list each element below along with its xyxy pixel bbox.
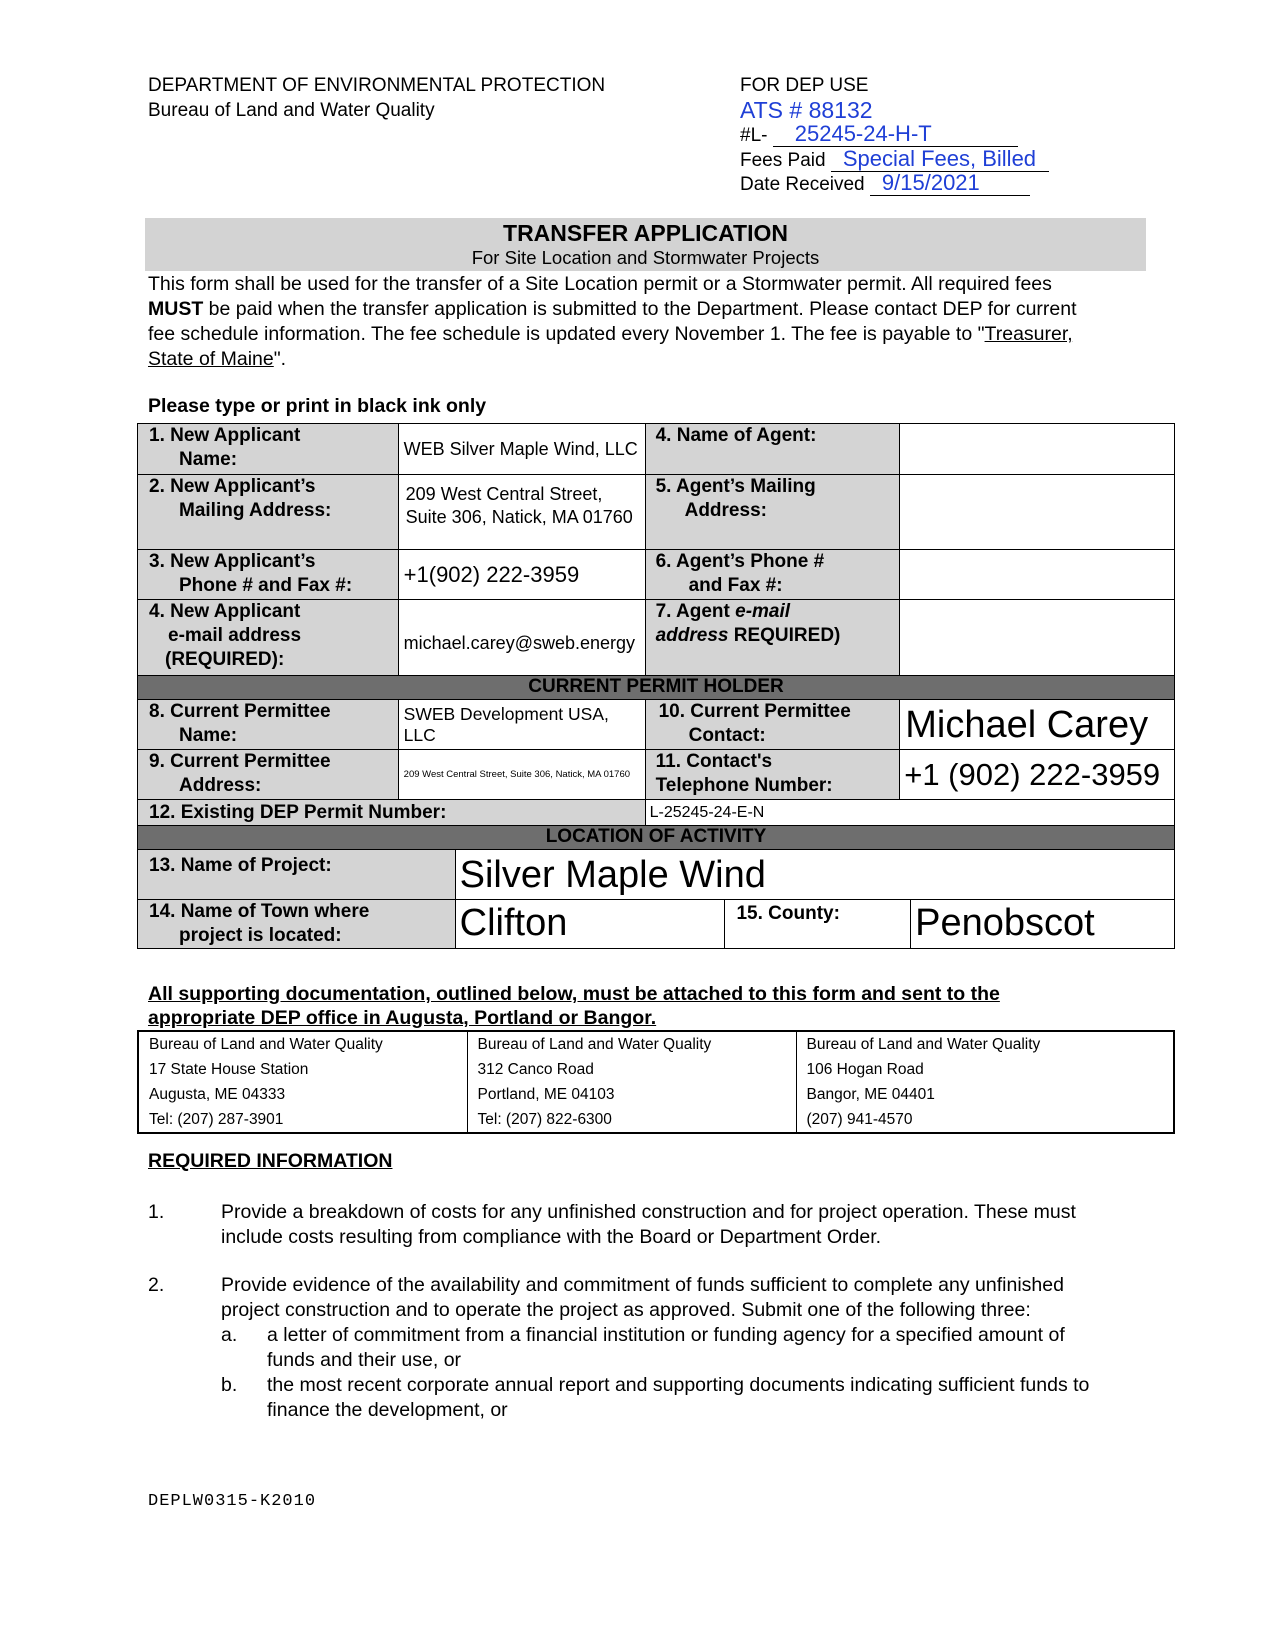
form-code: DEPLW0315-K2010 xyxy=(148,1492,317,1511)
title-bar xyxy=(145,218,1146,271)
current-permit-holder-bar: CURRENT PERMIT HOLDER xyxy=(138,676,1175,700)
permittee-contact-field[interactable]: Michael Carey xyxy=(900,700,1175,750)
ats-number: ATS # 88132 xyxy=(740,97,873,123)
intro-line-2: MUST be paid when the transfer application is submitted to the Department. Please contact DEP for current xyxy=(148,298,1077,320)
treasurer-text-2: State of Maine xyxy=(148,348,274,370)
location-of-activity-bar: LOCATION OF ACTIVITY xyxy=(138,826,1175,850)
office-augusta: Bureau of Land and Water Quality 17 State House Station Augusta, ME 04333 Tel: (207) 287-3901 xyxy=(138,1031,467,1133)
item-2-number: 2. xyxy=(148,1274,165,1296)
office-portland: Bureau of Land and Water Quality 312 Canco Road Portland, ME 04103 Tel: (207) 822-6300 xyxy=(467,1031,796,1133)
applicant-email-label: 4. New Applicant e-mail address (REQUIRED): xyxy=(138,600,399,676)
supporting-line-2: appropriate DEP office in Augusta, Portland or Bangor. xyxy=(148,1007,657,1029)
applicant-email-field[interactable]: michael.carey@sweb.energy xyxy=(398,600,645,676)
agent-email-label: 7. Agent e-mail address REQUIRED) xyxy=(645,600,900,676)
county-label: 15. County: xyxy=(725,900,911,949)
town-label: 14. Name of Town where project is located: xyxy=(138,900,456,949)
permittee-name-field[interactable]: SWEB Development USA, LLC xyxy=(398,700,645,750)
agent-name-label: 4. Name of Agent: xyxy=(645,424,900,475)
intro-line-4: State of Maine". xyxy=(148,348,287,370)
agent-mailing-label: 5. Agent’s Mailing Address: xyxy=(645,475,900,550)
department-name: DEPARTMENT OF ENVIRONMENTAL PROTECTION xyxy=(148,75,606,96)
item-2-text: Provide evidence of the availability and commitment of funds sufficient to complete any unfinished project construction and to operate the project as approved. Submit one of the following three: xyxy=(221,1274,1064,1321)
application-form-table xyxy=(137,423,1175,949)
date-received-row xyxy=(740,170,1080,197)
date-value: 9/15/2021 xyxy=(881,170,980,195)
sub-a-text: a letter of commitment from a financial institution or funding agency for a specified amount of funds and their use, or xyxy=(267,1324,1065,1371)
form-title: TRANSFER APPLICATION xyxy=(503,220,788,246)
applicant-phone-label: 3. New Applicant’s Phone # and Fax #: xyxy=(138,550,399,600)
project-name-label: 13. Name of Project: xyxy=(138,850,456,900)
permittee-contact-label: 10. Current Permittee Contact: xyxy=(645,700,900,750)
intro-line-1: This form shall be used for the transfer of a Site Location permit or a Stormwater permit. All required fees xyxy=(148,273,1052,295)
form-subtitle: For Site Location and Stormwater Projects xyxy=(471,247,820,268)
contact-telephone-field[interactable]: +1 (902) 222-3959 xyxy=(900,750,1175,800)
town-field[interactable]: Clifton xyxy=(455,900,725,949)
license-label: #L- xyxy=(740,125,768,146)
ink-note: Please type or print in black ink only xyxy=(148,395,487,417)
sub-b-letter: b. xyxy=(221,1374,238,1396)
contact-telephone-label: 11. Contact's Telephone Number: xyxy=(645,750,900,800)
date-label: Date Received xyxy=(740,174,865,195)
office-bangor: Bureau of Land and Water Quality 106 Hogan Road Bangor, ME 04401 (207) 941-4570 xyxy=(806,1036,1041,1128)
agent-email-field[interactable] xyxy=(900,600,1175,676)
supporting-docs-note xyxy=(148,982,1168,1030)
project-name-field[interactable]: Silver Maple Wind xyxy=(455,850,1174,900)
sub-a-letter: a. xyxy=(221,1324,238,1346)
mailing-address-field[interactable]: 209 West Central Street, Suite 306, Natick, MA 01760 xyxy=(398,475,645,550)
intro-line-3: fee schedule information. The fee schedule is updated every November 1. The fee is payable to "Treasurer, xyxy=(148,323,1073,345)
bureau-name: Bureau of Land and Water Quality xyxy=(148,100,435,121)
agent-phone-label: 6. Agent’s Phone # and Fax #: xyxy=(645,550,900,600)
intro-paragraph xyxy=(148,272,1158,372)
existing-permit-field[interactable]: L-25245-24-E-N xyxy=(645,800,1174,826)
agent-mailing-field[interactable] xyxy=(900,475,1175,550)
dep-use-label: FOR DEP USE xyxy=(740,75,869,96)
county-field[interactable]: Penobscot xyxy=(911,900,1175,949)
new-applicant-name-field[interactable]: WEB Silver Maple Wind, LLC xyxy=(398,424,645,475)
license-number-row xyxy=(740,121,1040,148)
fees-value: Special Fees, Billed xyxy=(842,146,1037,171)
treasurer-text-1: Treasurer, xyxy=(984,323,1073,345)
supporting-line-1: All supporting documentation, outlined below, must be attached to this form and sent to the xyxy=(148,983,1000,1005)
license-value: 25245-24-H-T xyxy=(794,121,932,146)
dep-offices-table xyxy=(137,1030,1175,1134)
new-applicant-name-label: 1. New Applicant Name: xyxy=(138,424,399,475)
existing-permit-label: 12. Existing DEP Permit Number: xyxy=(138,800,646,826)
permittee-name-label: 8. Current Permittee Name: xyxy=(138,700,399,750)
item-1-number: 1. xyxy=(148,1201,165,1223)
permittee-address-label: 9. Current Permittee Address: xyxy=(138,750,399,800)
sub-b-text: the most recent corporate annual report and supporting documents indicating sufficient funds to finance the development, or xyxy=(267,1374,1090,1421)
applicant-phone-field[interactable]: +1(902) 222-3959 xyxy=(398,550,645,600)
permittee-address-field[interactable]: 209 West Central Street, Suite 306, Natick, MA 01760 xyxy=(398,750,645,800)
agent-phone-field[interactable] xyxy=(900,550,1175,600)
required-info-heading: REQUIRED INFORMATION xyxy=(148,1150,393,1172)
intro-must: MUST xyxy=(148,298,204,320)
agent-name-field[interactable] xyxy=(900,424,1175,475)
item-1-text: Provide a breakdown of costs for any unfinished construction and for project operation. These must include costs resulting from compliance with the Board or Department Order. xyxy=(221,1201,1076,1248)
fees-label: Fees Paid xyxy=(740,150,826,171)
mailing-address-label: 2. New Applicant’s Mailing Address: xyxy=(138,475,399,550)
